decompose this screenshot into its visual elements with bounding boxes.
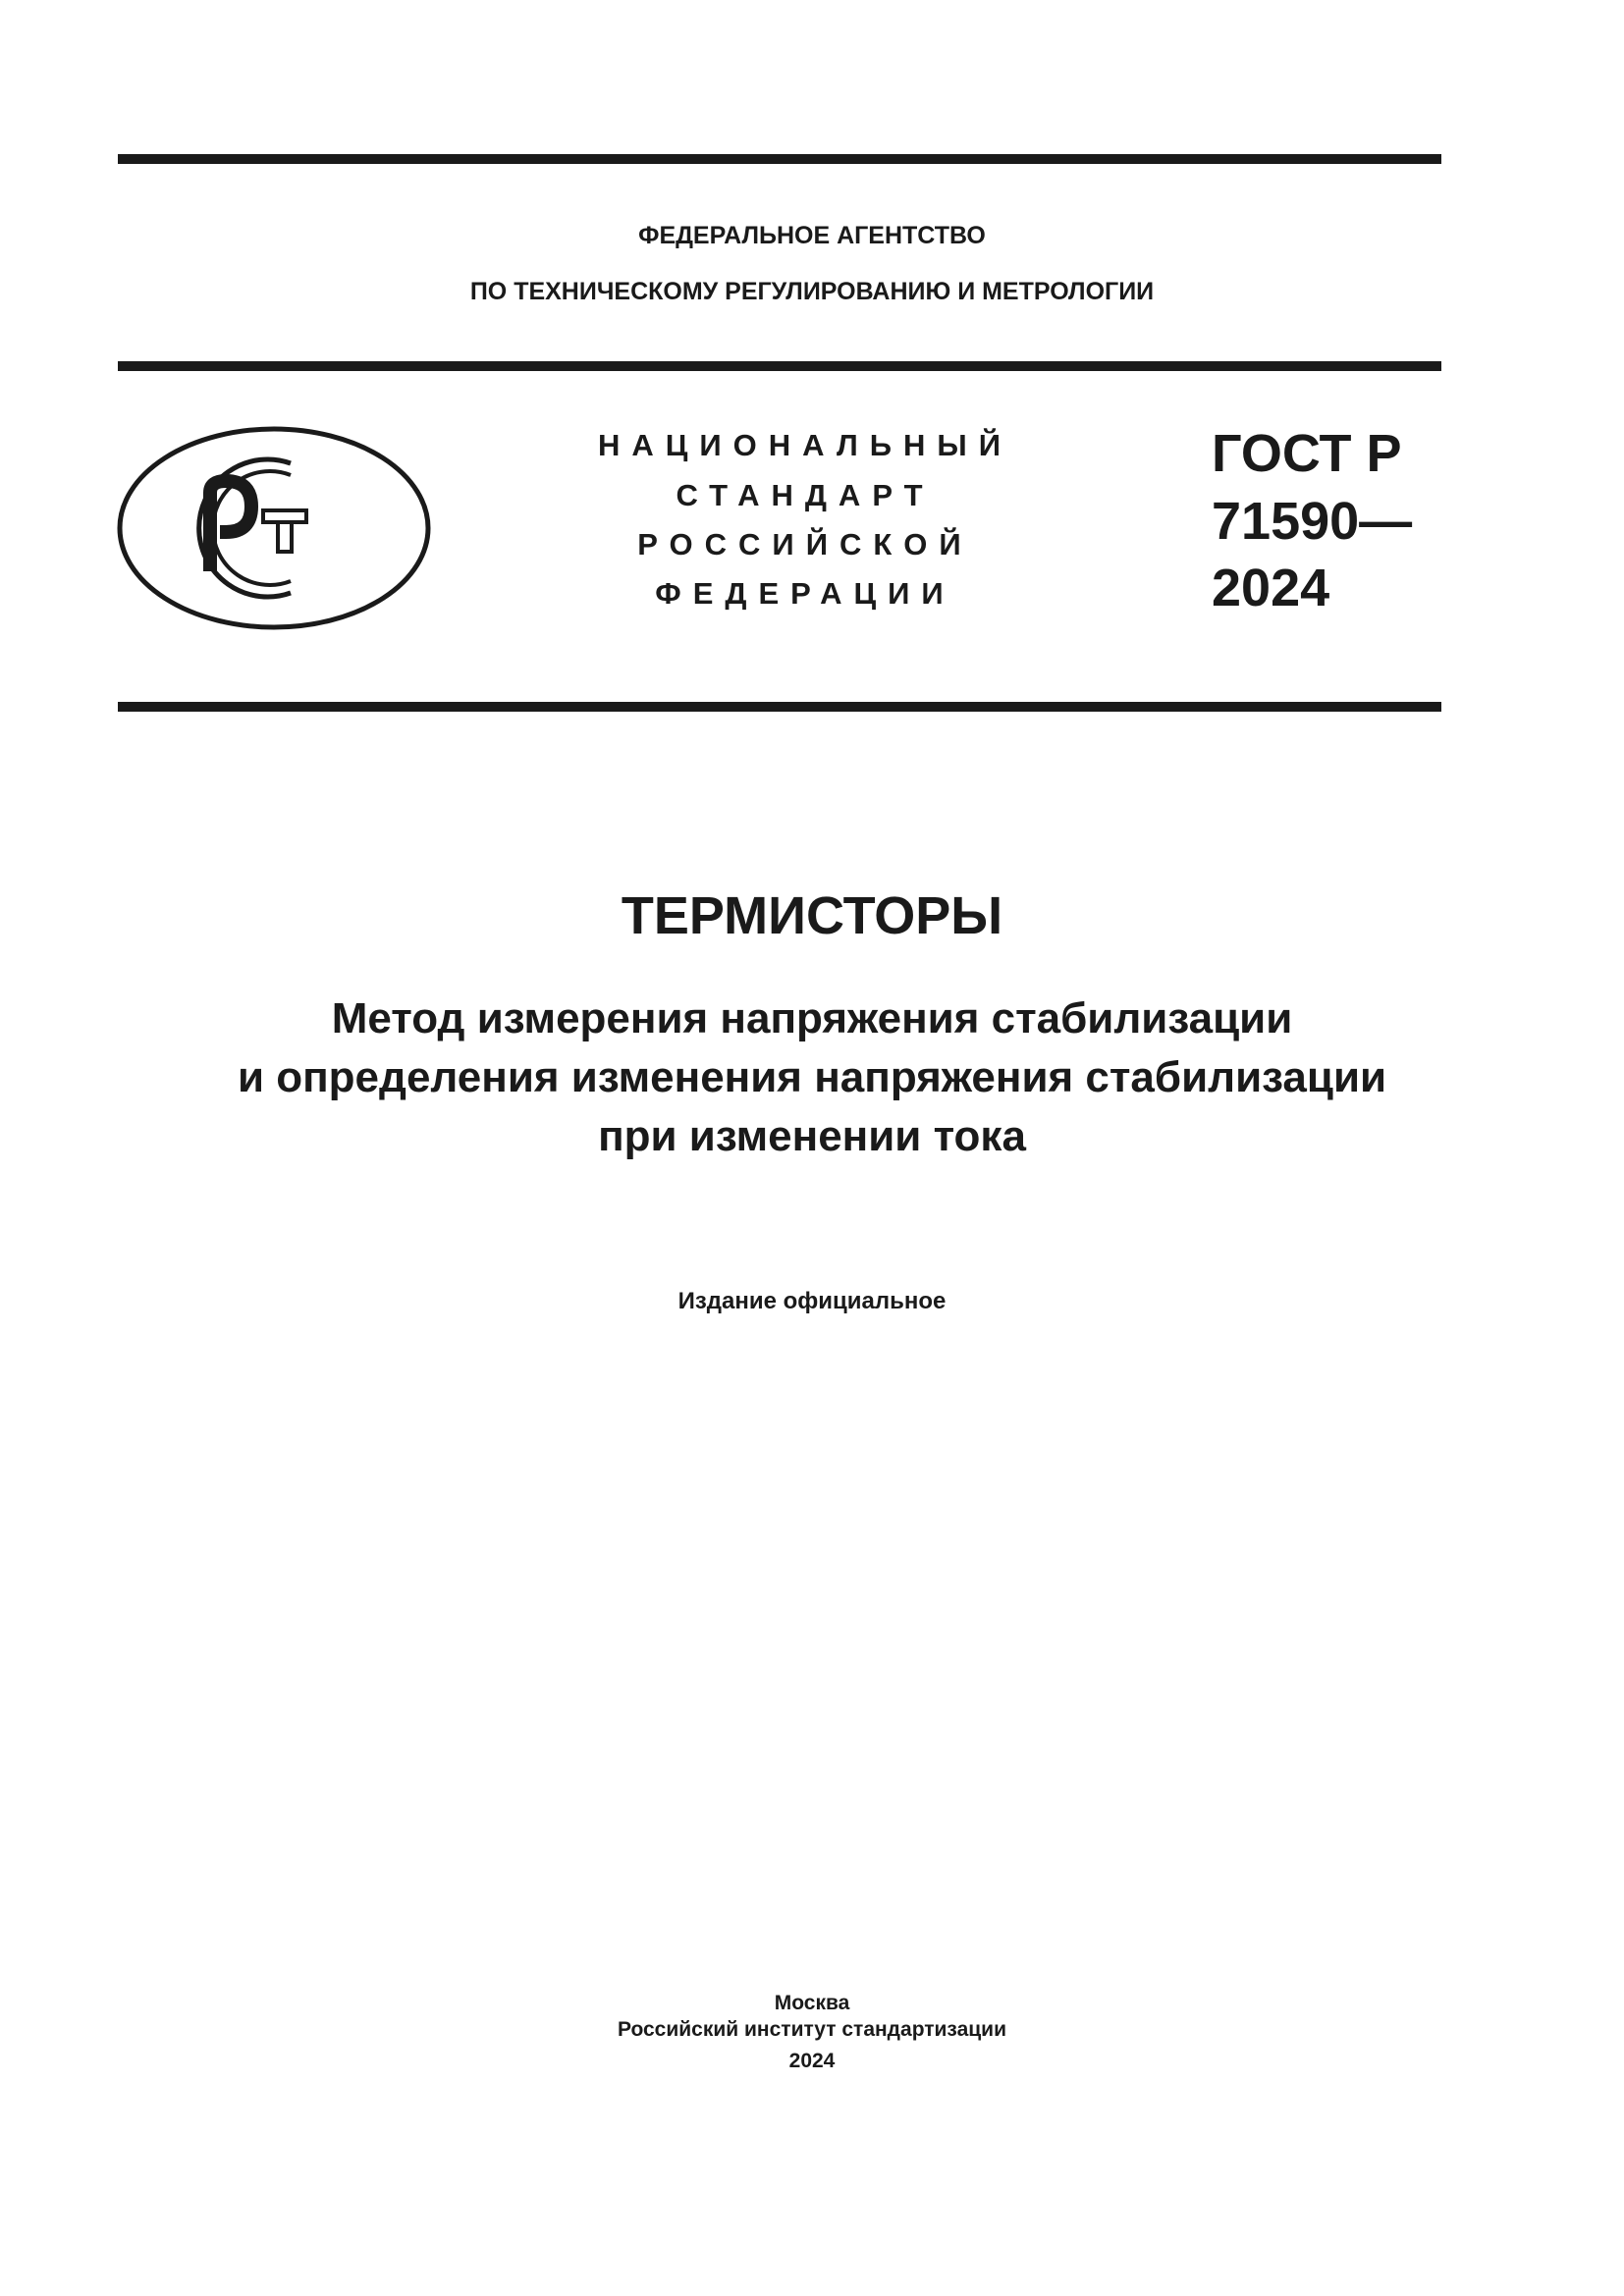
publisher-year: 2024: [788, 2050, 836, 2072]
document-title: ТЕРМИСТОРЫ: [621, 886, 1003, 945]
agency-line-1: ФЕДЕРАЛЬНОЕ АГЕНТСТВО: [638, 222, 986, 249]
standard-type-line-1: НАЦИОНАЛЬНЫЙ: [597, 428, 1013, 462]
subtitle-line-1: Метод измерения напряжения стабилизации: [331, 994, 1293, 1042]
designation-line-1: ГОСТ Р: [1212, 424, 1402, 483]
publisher-name: Российский институт стандартизации: [617, 2018, 1007, 2041]
standard-type-line-3: РОССИЙСКОЙ: [637, 527, 973, 561]
designation-line-2: 71590—: [1212, 492, 1413, 551]
standard-type-line-4: ФЕДЕРАЦИИ: [655, 576, 955, 611]
rst-logo-icon: [116, 424, 432, 632]
designation-line-3: 2024: [1212, 559, 1330, 617]
publisher-city: Москва: [774, 1992, 850, 2014]
subtitle-line-3: при изменении тока: [598, 1112, 1026, 1160]
middle-rule: [118, 361, 1441, 371]
top-rule: [118, 154, 1441, 164]
edition-label: Издание официальное: [677, 1288, 947, 1314]
agency-line-2: ПО ТЕХНИЧЕСКОМУ РЕГУЛИРОВАНИЮ И МЕТРОЛОГИИ: [469, 278, 1155, 305]
standard-type-line-2: СТАНДАРТ: [676, 478, 935, 512]
bottom-rule: [118, 702, 1441, 712]
subtitle-line-2: и определения изменения напряжения стабилизации: [237, 1053, 1387, 1101]
